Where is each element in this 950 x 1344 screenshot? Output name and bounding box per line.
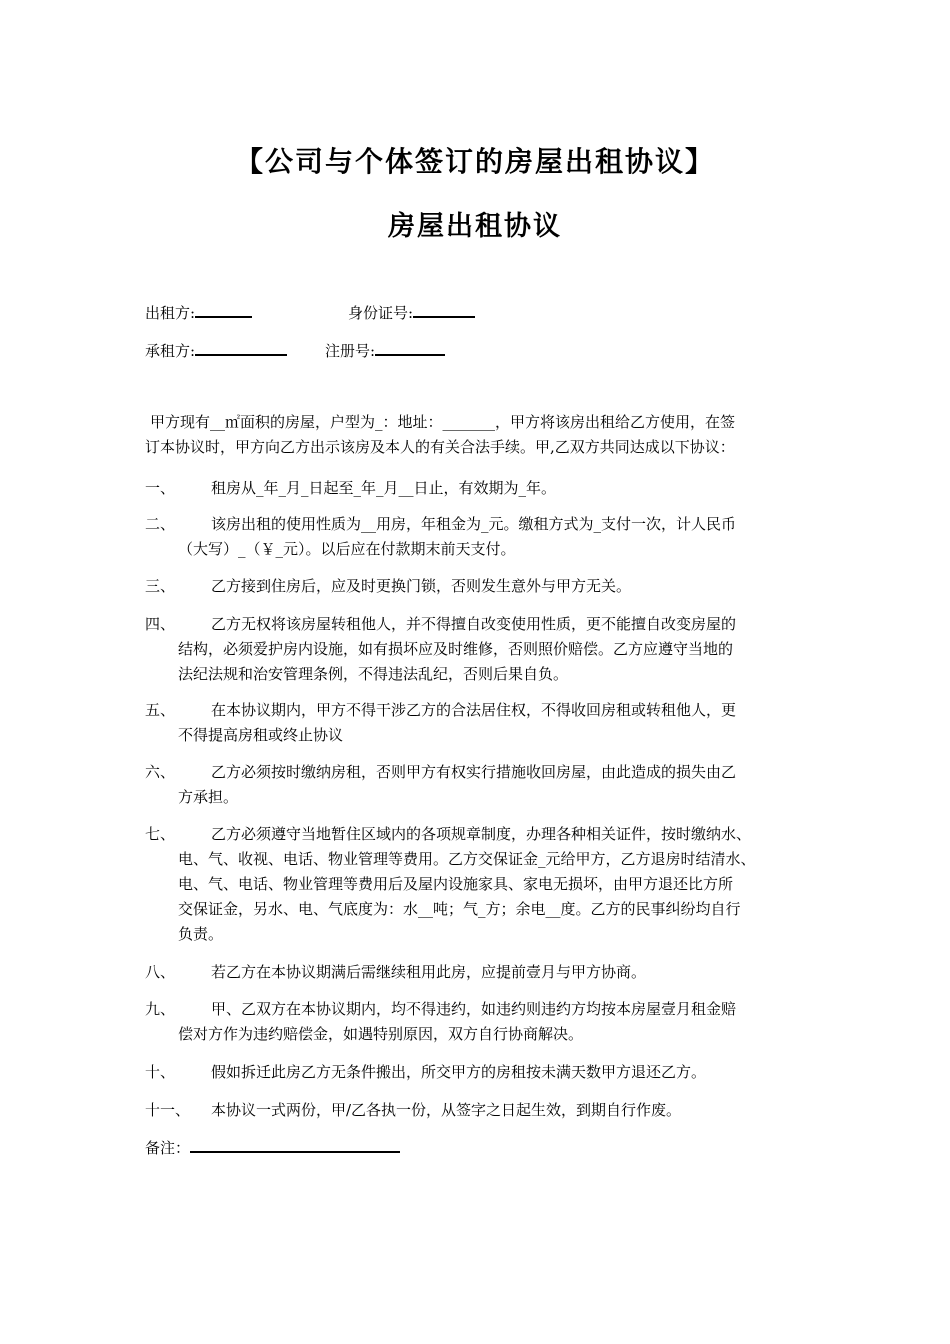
id-number-field	[348, 302, 475, 323]
clause-text-line: 乙方必须按时缴纳房租，否则甲方有权实行措施收回房屋，由此造成的损失由乙	[211, 763, 737, 781]
clause-item	[145, 1098, 825, 1123]
clause-text-line: 假如拆迁此房乙方无条件搬出，所交甲方的房租按未满天数甲方退还乙方。	[211, 1063, 707, 1081]
lessor-label: 出租方:	[145, 304, 196, 322]
clause-item	[145, 698, 825, 748]
registration-blank	[375, 340, 445, 356]
clause-number: 一、	[145, 479, 176, 497]
clause-text-line: 在本协议期内，甲方不得干涉乙方的合法居住权，不得收回房租或转租他人，更	[211, 701, 737, 719]
clause-text-line: 结构，必须爱护房内设施，如有损坏应及时维修，否则照价赔偿。乙方应遵守当地的	[178, 640, 734, 658]
id-number-blank	[413, 302, 475, 318]
document-subtitle: 房屋出租协议	[388, 211, 562, 242]
clause-number: 十一、	[145, 1101, 191, 1119]
id-number-label: 身份证号:	[348, 304, 414, 322]
clause-number: 十、	[145, 1063, 176, 1081]
clause-item	[145, 476, 825, 501]
lessor-blank	[195, 302, 252, 318]
notes-field	[145, 1137, 400, 1158]
clause-text-line: 若乙方在本协议期满后需继续租用此房，应提前壹月与甲方协商。	[211, 963, 647, 981]
clause-number: 三、	[145, 577, 176, 595]
clause-text-line: 方承担。	[178, 788, 239, 806]
clause-number: 九、	[145, 1000, 176, 1018]
clause-text-line: 该房出租的使用性质为__用房，年租金为_元。缴租方式为_支付一次，计人民币	[211, 515, 737, 533]
clause-text-line: 电、气、电话、物业管理等费用后及屋内设施家具、家电无损坏，由甲方退还比方所	[178, 875, 734, 893]
registration-field	[325, 340, 445, 361]
notes-blank	[190, 1137, 400, 1153]
notes-label: 备注：	[145, 1139, 191, 1157]
clause-item	[145, 1060, 825, 1085]
clause-text-line: 不得提高房租或终止协议	[178, 726, 344, 744]
registration-label: 注册号:	[325, 342, 376, 360]
clause-text-line: 本协议一式两份，甲/乙各执一份，从签字之日起生效，到期自行作废。	[211, 1101, 682, 1119]
clause-text-line: 法纪法规和治安管理条例，不得违法乱纪，否则后果自负。	[178, 665, 569, 683]
clause-number: 六、	[145, 763, 176, 781]
clause-number: 七、	[145, 825, 176, 843]
clause-number: 四、	[145, 615, 176, 633]
clause-item	[145, 512, 825, 562]
intro-line: 订本协议时，甲方向乙方出示该房及本人的有关合法手续。甲,乙双方共同达成以下协议：	[145, 438, 735, 456]
clause-item	[145, 960, 825, 985]
lessee-label: 承租方:	[145, 342, 196, 360]
intro-line: 甲方现有__㎡面积的房屋，户型为_：地址：_______，甲方将该房出租给乙方使用，在签	[150, 413, 736, 431]
clause-text-line: 乙方无权将该房屋转租他人，并不得擅自改变使用性质，更不能擅自改变房屋的	[211, 615, 737, 633]
clause-number: 二、	[145, 515, 176, 533]
lessee-blank	[195, 340, 287, 356]
clause-text-line: 偿对方作为违约赔偿金，如遇特别原因，双方自行协商解决。	[178, 1025, 584, 1043]
lessor-field	[145, 302, 252, 323]
clause-number: 八、	[145, 963, 176, 981]
clause-item	[145, 760, 825, 810]
lessee-field	[145, 340, 287, 361]
document-title: 【公司与个体签订的房屋出租协议】	[234, 145, 715, 178]
clause-text-line: （大写）_（￥_元）。以后应在付款期末前天支付。	[178, 540, 516, 558]
clause-text-line: 租房从_年_月_日起至_年_月__日止，有效期为_年。	[211, 479, 557, 497]
clause-number: 五、	[145, 701, 176, 719]
clause-text-line: 甲、乙双方在本协议期内，均不得违约，如违约则违约方均按本房屋壹月租金赔	[211, 1000, 737, 1018]
clause-text-line: 负责。	[178, 925, 224, 943]
clause-text-line: 电、气、收视、电话、物业管理等费用。乙方交保证金_元给甲方，乙方退房时结清水、	[178, 850, 756, 868]
clause-item	[145, 574, 825, 599]
clause-text-line: 交保证金，另水、电、气底度为：水__吨；气_方；余电__度。乙方的民事纠纷均自行	[178, 900, 741, 918]
clause-item	[145, 822, 825, 947]
clause-item	[145, 612, 825, 687]
clause-item	[145, 997, 825, 1047]
clause-text-line: 乙方必须遵守当地暂住区域内的各项规章制度，办理各种相关证件，按时缴纳水、	[211, 825, 752, 843]
clause-text-line: 乙方接到住房后，应及时更换门锁，否则发生意外与甲方无关。	[211, 577, 632, 595]
intro-paragraph	[145, 410, 815, 460]
